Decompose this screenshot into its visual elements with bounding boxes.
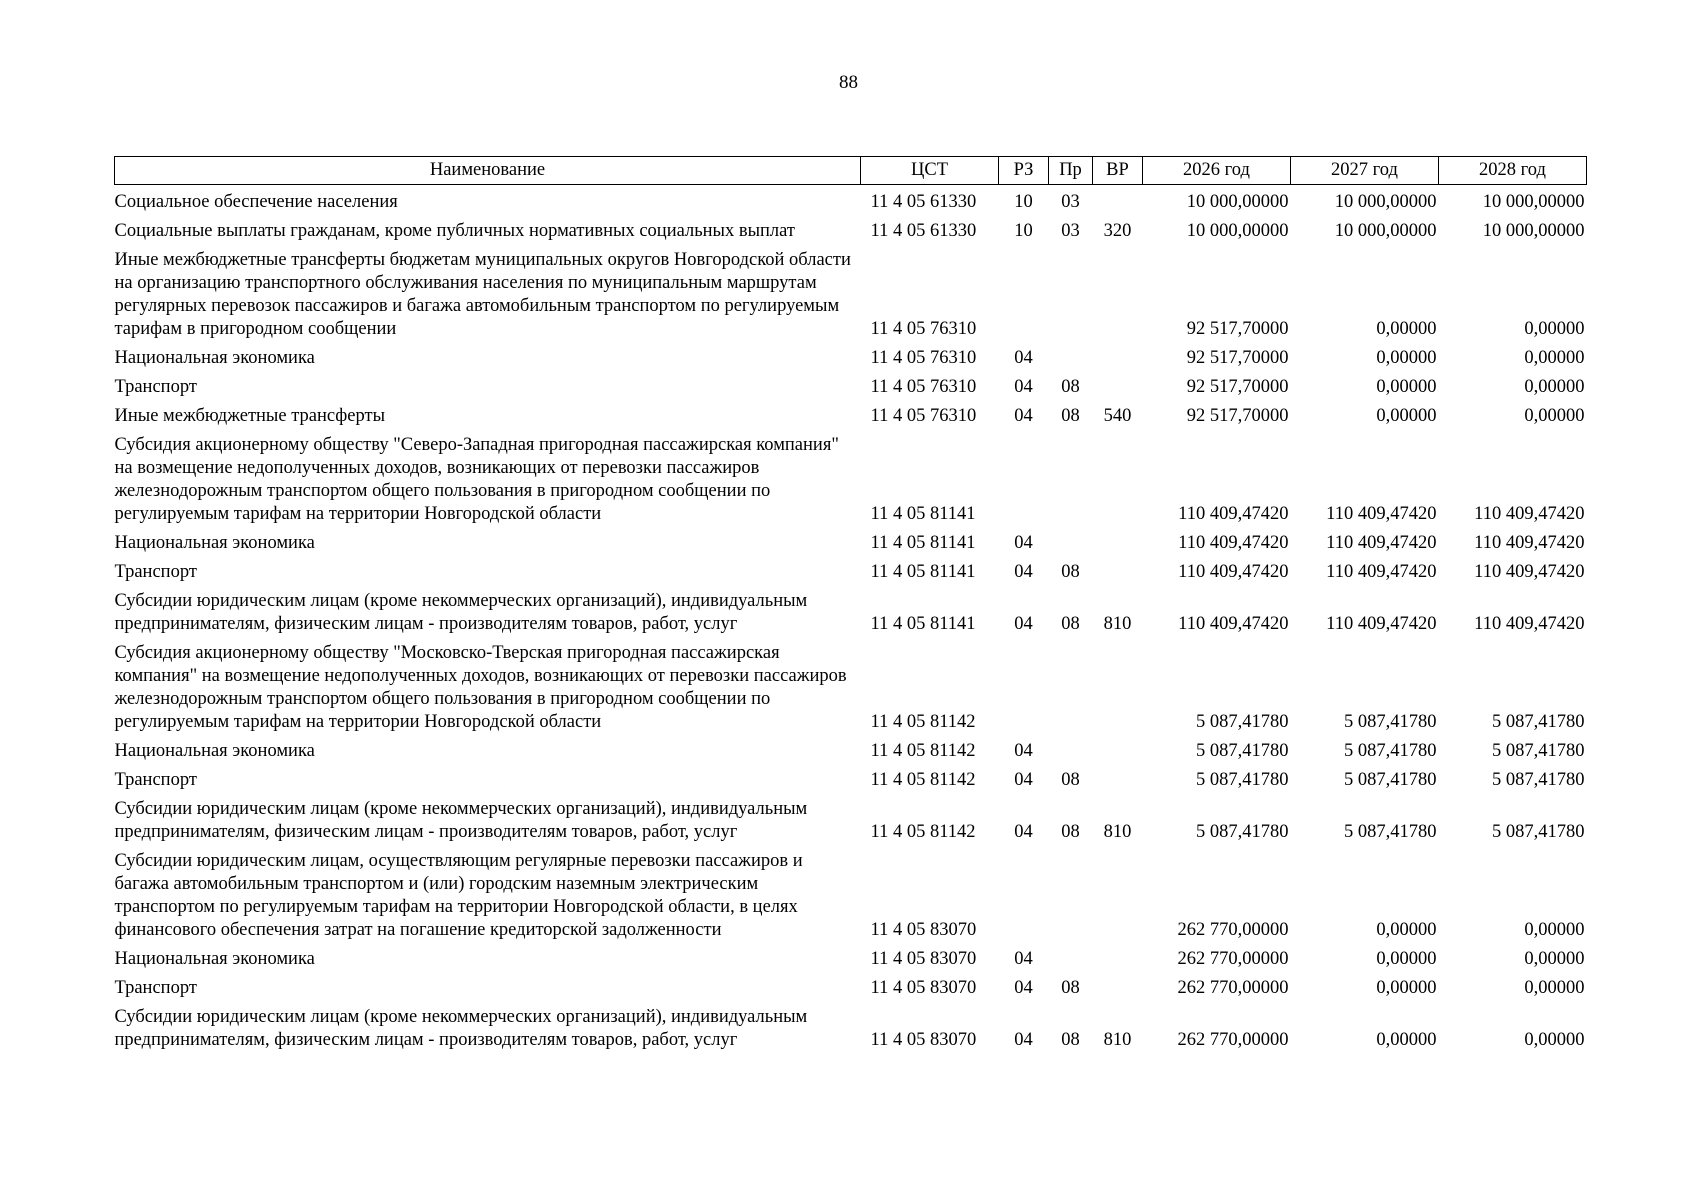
row-cst: 11 4 05 83070	[870, 920, 977, 940]
row-2027: 0,00000	[1376, 978, 1437, 998]
row-rz: 04	[1014, 770, 1033, 790]
row-name: Социальные выплаты гражданам, кроме публичных нормативных социальных выплат	[114, 221, 795, 241]
row-pr: 08	[1061, 614, 1080, 634]
row-rz: 04	[1014, 533, 1033, 553]
row-name: Транспорт	[114, 978, 197, 998]
row-cst: 11 4 05 81142	[870, 822, 976, 842]
row-cst: 11 4 05 76310	[870, 348, 977, 368]
row-pr: 03	[1061, 192, 1080, 212]
row-cst: 11 4 05 81141	[870, 614, 976, 634]
row-cst: 11 4 05 83070	[870, 949, 977, 969]
table-row	[115, 428, 1587, 526]
table-row	[115, 942, 1587, 971]
row-pr	[1049, 844, 1093, 942]
row-2026: 92 517,70000	[1186, 406, 1289, 426]
row-pr	[1049, 243, 1093, 341]
row-2026: 5 087,41780	[1196, 741, 1289, 761]
row-vr	[1093, 763, 1143, 792]
table-row	[115, 243, 1587, 341]
row-vr	[1093, 555, 1143, 584]
row-vr	[1093, 341, 1143, 370]
row-cst: 11 4 05 83070	[870, 1030, 977, 1050]
row-2027: 5 087,41780	[1344, 770, 1437, 790]
row-2027: 0,00000	[1376, 949, 1437, 969]
row-2026: 110 409,47420	[1178, 504, 1289, 524]
header-cst: ЦСТ	[861, 157, 999, 185]
header-pr: Пр	[1049, 157, 1093, 185]
row-pr: 08	[1061, 770, 1080, 790]
row-2027: 10 000,00000	[1334, 221, 1437, 241]
row-vr	[1093, 844, 1143, 942]
row-pr: 08	[1061, 978, 1080, 998]
budget-table	[114, 156, 1587, 1052]
row-pr: 08	[1061, 377, 1080, 397]
row-2028: 0,00000	[1524, 406, 1585, 426]
row-2026: 92 517,70000	[1186, 377, 1289, 397]
row-name: Иные межбюджетные трансферты бюджетам муниципальных округов Новгородской области на организацию транспортного обслуживания населения по муниципальным маршрутам регулярных перевозок пассажиров и багажа автомобильным транспортом по регулируемым тарифам в пригородном сообщении	[114, 250, 851, 339]
row-2028: 0,00000	[1524, 348, 1585, 368]
row-2027: 110 409,47420	[1326, 562, 1437, 582]
row-name: Национальная экономика	[114, 348, 315, 368]
row-2026: 92 517,70000	[1186, 319, 1289, 339]
row-2027: 0,00000	[1376, 319, 1437, 339]
table-header-row	[115, 157, 1587, 185]
table-row	[115, 971, 1587, 1000]
row-2028: 110 409,47420	[1474, 533, 1585, 553]
page-number: 88	[839, 72, 858, 93]
row-name: Субсидии юридическим лицам (кроме некоммерческих организаций), индивидуальным предпринимателям, физическим лицам - производителям товаров, работ, услуг	[114, 799, 808, 842]
row-vr: 540	[1103, 406, 1132, 426]
row-pr: 08	[1061, 406, 1080, 426]
row-2026: 92 517,70000	[1186, 348, 1289, 368]
header-2028: 2028 год	[1439, 157, 1587, 185]
row-2027: 110 409,47420	[1326, 533, 1437, 553]
row-2028: 5 087,41780	[1492, 741, 1585, 761]
row-2027: 0,00000	[1376, 920, 1437, 940]
row-rz: 04	[1014, 562, 1033, 582]
row-vr: 320	[1103, 221, 1132, 241]
row-rz	[999, 428, 1049, 526]
row-2028: 0,00000	[1524, 377, 1585, 397]
row-rz: 04	[1014, 614, 1033, 634]
row-name: Социальное обеспечение населения	[114, 192, 398, 212]
table-row	[115, 584, 1587, 636]
row-name: Транспорт	[114, 377, 197, 397]
row-2028: 0,00000	[1524, 920, 1585, 940]
row-rz: 04	[1014, 741, 1033, 761]
row-2028: 10 000,00000	[1482, 221, 1585, 241]
row-vr	[1093, 428, 1143, 526]
row-2028: 110 409,47420	[1474, 614, 1585, 634]
row-2027: 0,00000	[1376, 348, 1437, 368]
row-rz: 10	[1014, 192, 1033, 212]
row-2027: 110 409,47420	[1326, 504, 1437, 524]
row-name: Иные межбюджетные трансферты	[114, 406, 386, 426]
row-name: Национальная экономика	[114, 533, 315, 553]
row-cst: 11 4 05 83070	[870, 978, 977, 998]
row-2026: 110 409,47420	[1178, 614, 1289, 634]
row-2026: 262 770,00000	[1177, 978, 1289, 998]
table-row	[115, 370, 1587, 399]
row-2026: 262 770,00000	[1177, 920, 1289, 940]
row-2026: 262 770,00000	[1177, 949, 1289, 969]
row-pr	[1049, 341, 1093, 370]
row-cst: 11 4 05 61330	[870, 221, 977, 241]
row-2028: 0,00000	[1524, 949, 1585, 969]
row-2026: 10 000,00000	[1186, 221, 1289, 241]
table-row	[115, 214, 1587, 243]
table-row	[115, 1000, 1587, 1052]
row-rz	[999, 636, 1049, 734]
row-2026: 5 087,41780	[1196, 822, 1289, 842]
header-name: Наименование	[115, 157, 861, 185]
row-cst: 11 4 05 81141	[870, 562, 976, 582]
row-2027: 0,00000	[1376, 406, 1437, 426]
row-2027: 0,00000	[1376, 1030, 1437, 1050]
row-2028: 5 087,41780	[1492, 770, 1585, 790]
header-2027: 2027 год	[1291, 157, 1439, 185]
row-2027: 10 000,00000	[1334, 192, 1437, 212]
table-row	[115, 399, 1587, 428]
row-rz: 04	[1014, 348, 1033, 368]
row-vr	[1093, 243, 1143, 341]
row-2027: 0,00000	[1376, 377, 1437, 397]
row-vr	[1093, 734, 1143, 763]
row-2027: 5 087,41780	[1344, 712, 1437, 732]
row-vr: 810	[1103, 822, 1132, 842]
row-cst: 11 4 05 61330	[870, 192, 977, 212]
row-cst: 11 4 05 81142	[870, 712, 976, 732]
row-pr: 03	[1061, 221, 1080, 241]
table-row	[115, 185, 1587, 215]
row-2026: 262 770,00000	[1177, 1030, 1289, 1050]
row-2027: 5 087,41780	[1344, 741, 1437, 761]
table-row	[115, 734, 1587, 763]
row-2028: 110 409,47420	[1474, 504, 1585, 524]
row-name: Транспорт	[114, 770, 197, 790]
row-2026: 110 409,47420	[1178, 533, 1289, 553]
row-name: Субсидия акционерному обществу "Московско-Тверская пригородная пассажирская компания" на возмещение недополученных доходов, возникающих от перевозки пассажиров железнодорожным транспортом общего пользования в пригородном сообщении по регулируемым тарифам на территории Новгородской области	[114, 643, 847, 732]
row-name: Национальная экономика	[114, 949, 315, 969]
row-rz: 04	[1014, 949, 1033, 969]
row-2028: 5 087,41780	[1492, 712, 1585, 732]
row-vr	[1093, 526, 1143, 555]
row-pr	[1049, 636, 1093, 734]
row-2028: 10 000,00000	[1482, 192, 1585, 212]
row-name: Субсидии юридическим лицам (кроме некоммерческих организаций), индивидуальным предпринимателям, физическим лицам - производителям товаров, работ, услуг	[114, 1007, 808, 1050]
row-vr: 810	[1103, 1030, 1132, 1050]
row-cst: 11 4 05 81142	[870, 770, 976, 790]
row-cst: 11 4 05 81141	[870, 504, 976, 524]
table-row	[115, 341, 1587, 370]
row-2028: 0,00000	[1524, 1030, 1585, 1050]
header-vr: ВР	[1093, 157, 1143, 185]
row-name: Транспорт	[114, 562, 197, 582]
table-row	[115, 844, 1587, 942]
row-2028: 0,00000	[1524, 978, 1585, 998]
row-pr	[1049, 734, 1093, 763]
row-cst: 11 4 05 76310	[870, 319, 977, 339]
header-rz: РЗ	[999, 157, 1049, 185]
row-rz: 10	[1014, 221, 1033, 241]
row-vr	[1093, 185, 1143, 215]
row-vr	[1093, 971, 1143, 1000]
row-rz: 04	[1014, 377, 1033, 397]
row-2027: 5 087,41780	[1344, 822, 1437, 842]
row-2028: 5 087,41780	[1492, 822, 1585, 842]
row-rz: 04	[1014, 406, 1033, 426]
row-pr: 08	[1061, 562, 1080, 582]
row-name: Субсидия акционерному обществу "Северо-Западная пригородная пассажирская компания" на возмещение недополученных доходов, возникающих от перевозки пассажиров железнодорожным транспортом общего пользования в пригородном сообщении по регулируемым тарифам на территории Новгородской области	[114, 435, 839, 524]
table-row	[115, 555, 1587, 584]
row-vr: 810	[1103, 614, 1132, 634]
row-pr	[1049, 428, 1093, 526]
row-pr: 08	[1061, 1030, 1080, 1050]
row-cst: 11 4 05 81142	[870, 741, 976, 761]
row-rz: 04	[1014, 978, 1033, 998]
table-body	[115, 185, 1587, 1053]
row-rz	[999, 844, 1049, 942]
row-2028: 0,00000	[1524, 319, 1585, 339]
row-cst: 11 4 05 81141	[870, 533, 976, 553]
row-pr: 08	[1061, 822, 1080, 842]
row-name: Субсидии юридическим лицам (кроме некоммерческих организаций), индивидуальным предпринимателям, физическим лицам - производителям товаров, работ, услуг	[114, 591, 808, 634]
row-2027: 110 409,47420	[1326, 614, 1437, 634]
row-2026: 10 000,00000	[1186, 192, 1289, 212]
row-vr	[1093, 942, 1143, 971]
header-2026: 2026 год	[1143, 157, 1291, 185]
row-2026: 5 087,41780	[1196, 770, 1289, 790]
row-2028: 110 409,47420	[1474, 562, 1585, 582]
row-rz	[999, 243, 1049, 341]
row-rz: 04	[1014, 1030, 1033, 1050]
row-name: Субсидии юридическим лицам, осуществляющим регулярные перевозки пассажиров и багажа автомобильным транспортом и (или) городским наземным электрическим транспортом по регулируемым тарифам на территории Новгородской области, в целях финансового обеспечения затрат на погашение кредиторской задолженности	[114, 851, 803, 940]
row-pr	[1049, 526, 1093, 555]
table-row	[115, 636, 1587, 734]
row-2026: 110 409,47420	[1178, 562, 1289, 582]
row-pr	[1049, 942, 1093, 971]
row-cst: 11 4 05 76310	[870, 406, 977, 426]
row-vr	[1093, 636, 1143, 734]
row-2026: 5 087,41780	[1196, 712, 1289, 732]
row-name: Национальная экономика	[114, 741, 315, 761]
table-row	[115, 526, 1587, 555]
table-row	[115, 792, 1587, 844]
row-rz: 04	[1014, 822, 1033, 842]
row-vr	[1093, 370, 1143, 399]
row-cst: 11 4 05 76310	[870, 377, 977, 397]
table-row	[115, 763, 1587, 792]
